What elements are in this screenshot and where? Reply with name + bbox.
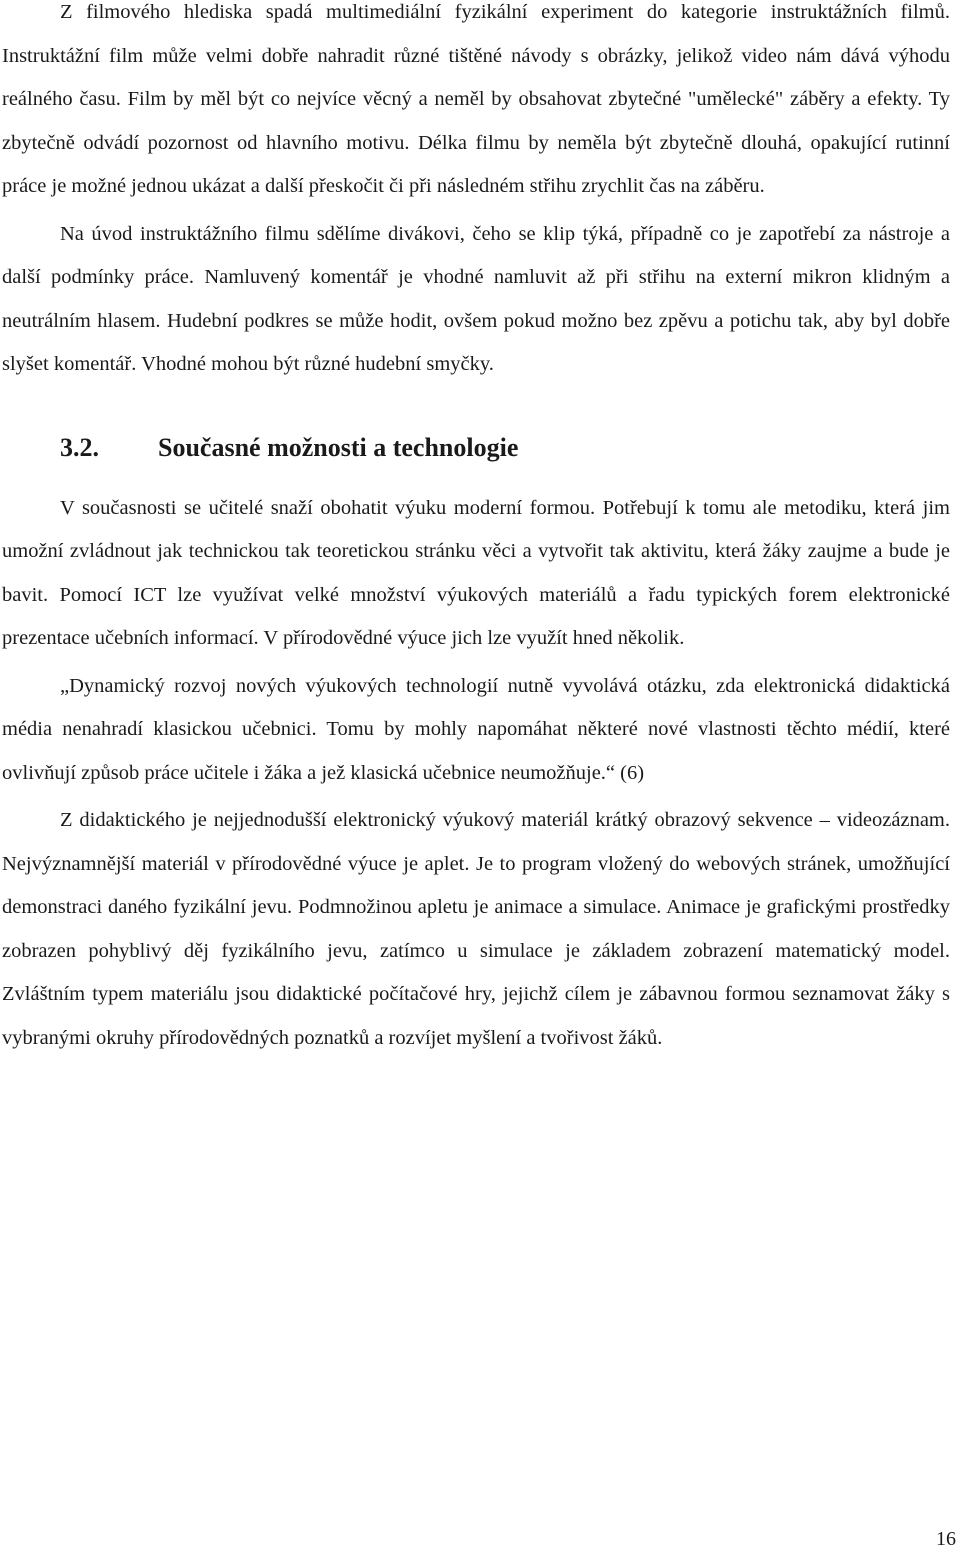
- paragraph: Na úvod instruktážního filmu sdělíme divákovi, čeho se klip týká, případně co je zapotřebí za nástroje a další podmínky práce. Namluvený komentář je vhodné namluvit až při střihu na externí mikron klidným a neutrálním hlasem. Hudební podkres se může hodit, ovšem pokud možno bez zpěvu a potichu tak, aby byl dobře slyšet komentář. Vhodné mohou být různé hudební smyčky.: [2, 222, 950, 375]
- page-content: [2, 0, 950, 1064]
- paragraph: Z didaktického je nejjednodušší elektronický výukový materiál krátký obrazový sekvence – videozáznam. Nejvýznamnější materiál v přírodovědné výuce je aplet. Je to program vložený do webových stránek, umožňující demonstraci daného fyzikální jevu. Podmnožinou apletu je animace a simulace. Animace je grafickými prostředky zobrazen pohyblivý děj fyzikálního jevu, zatímco u simulace je základem zobrazení matematický model. Zvláštním typem materiálu jsou didaktické počítačové hry, jejichž cílem je zábavnou formou seznamovat žáky s vybranými okruhy přírodovědných poznatků a rozvíjet myšlení a tvořivost žáků.: [2, 809, 950, 1049]
- quote-paragraph: „Dynamický rozvoj nových výukových technologií nutně vyvolává otázku, zda elektronická didaktická média nenahradí klasickou učebnici. Tomu by mohly napomáhat některé nové vlastnosti těchto médií, které ovlivňují způsob práce učitele i žáka a jež klasická učebnice neumožňuje.“ (6): [2, 674, 950, 784]
- page-number: 16: [936, 1528, 956, 1550]
- section-title: Současné možnosti a technologie: [158, 432, 519, 462]
- paragraph: V současnosti se učitelé snaží obohatit výuku moderní formou. Potřebují k tomu ale metodiku, která jim umožní zvládnout jak technickou tak teoretickou stránku věci a vytvořit tak aktivitu, která žáky zaujme a bude je bavit. Pomocí ICT lze využívat velké množství výukových materiálů a řadu typických forem elektronické prezentace učebních informací. V přírodovědné výuce jich lze využít hned několik.: [2, 496, 950, 649]
- section-heading: [2, 431, 950, 465]
- paragraph: Z filmového hlediska spadá multimediální fyzikální experiment do kategorie instruktážních filmů. Instruktážní film může velmi dobře nahradit různé tištěné návody s obrázky, jelikož video nám dává výhodu reálného času. Film by měl být co nejvíce věcný a neměl by obsahovat zbytečné "umělecké" záběry a efekty. Ty zbytečně odvádí pozornost od hlavního motivu. Délka filmu by neměla být zbytečně dlouhá, opakující rutinní práce je možné jednou ukázat a další přeskočit či při následném střihu zrychlit čas na záběru.: [2, 1, 950, 197]
- section-number: 3.2.: [60, 432, 99, 462]
